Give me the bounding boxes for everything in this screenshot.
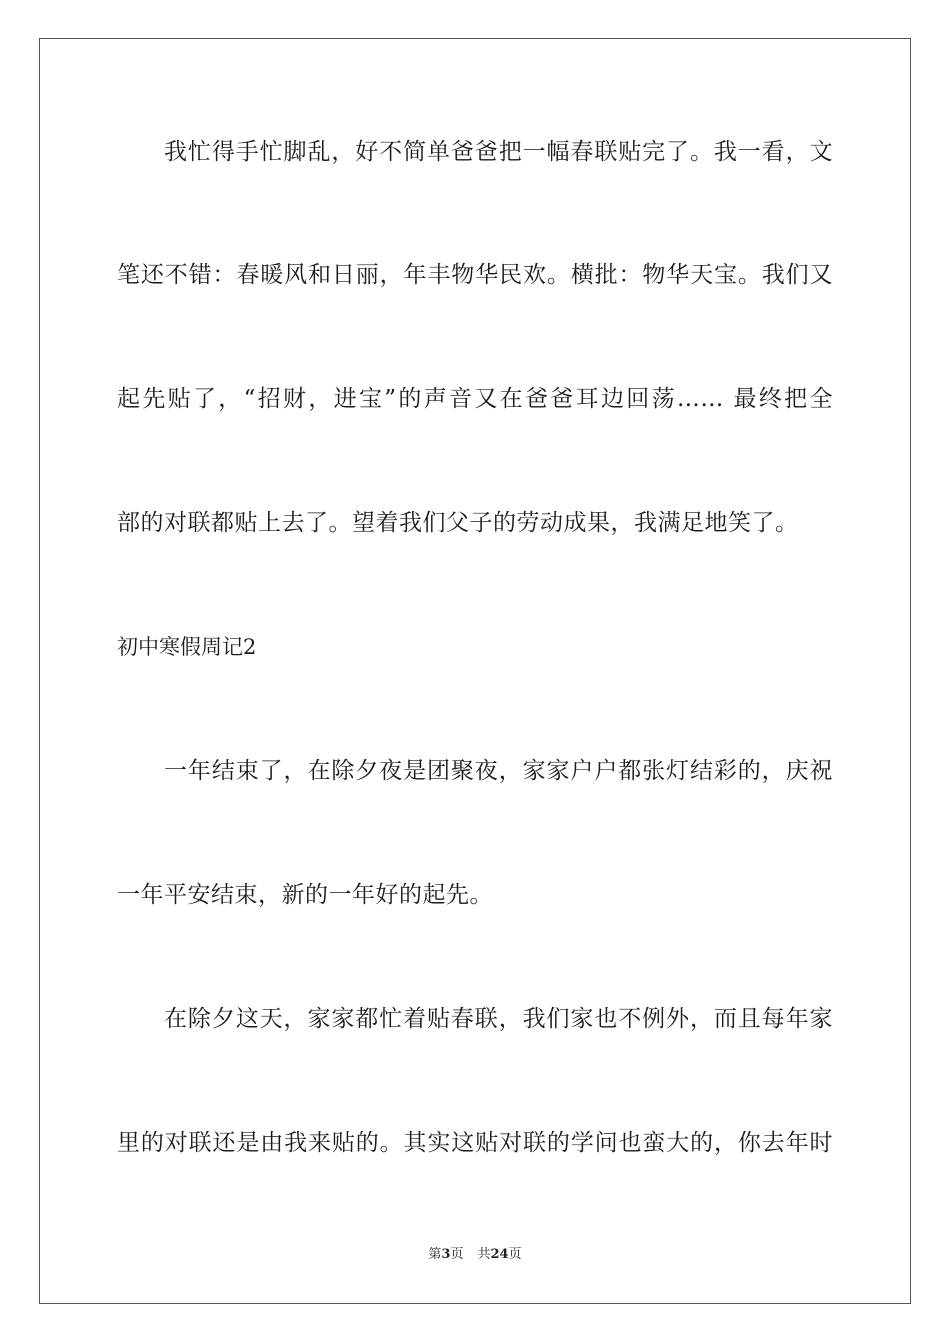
footer-total-prefix: 共 [477, 1247, 491, 1262]
paragraph-line: 部的对联都贴上去了。望着我们父子的劳动成果，我满足地笑了。 [117, 510, 799, 536]
footer-page-number: 3 [441, 1247, 451, 1262]
paragraph-line: 里的对联还是由我来贴的。其实这贴对联的学问也蛮大的，你去年时 [117, 1130, 833, 1156]
footer-total-pages: 24 [490, 1247, 509, 1262]
paragraph-line: 一年平安结束，新的一年好的起先。 [117, 882, 493, 908]
paragraph-line: 起先贴了，“招财，进宝”的声音又在爸爸耳边回荡…… 最终把全 [117, 386, 833, 412]
footer-page-suffix: 页 [450, 1247, 464, 1262]
footer-total-suffix: 页 [508, 1247, 522, 1262]
page-footer [0, 1246, 950, 1264]
page-border [39, 38, 911, 1304]
paragraph-line: 我忙得手忙脚乱，好不简单爸爸把一幅春联贴完了。我一看，文 [164, 139, 833, 165]
paragraph-line: 一年结束了，在除夕夜是团聚夜，家家户户都张灯结彩的，庆祝 [164, 758, 833, 784]
footer-page-prefix: 第 [428, 1247, 442, 1262]
section-heading: 初中寒假周记2 [117, 635, 257, 659]
paragraph-line: 在除夕这天，家家都忙着贴春联，我们家也不例外，而且每年家 [164, 1006, 833, 1032]
paragraph-line: 笔还不错：春暖风和日丽，年丰物华民欢。横批：物华天宝。我们又 [117, 262, 833, 288]
